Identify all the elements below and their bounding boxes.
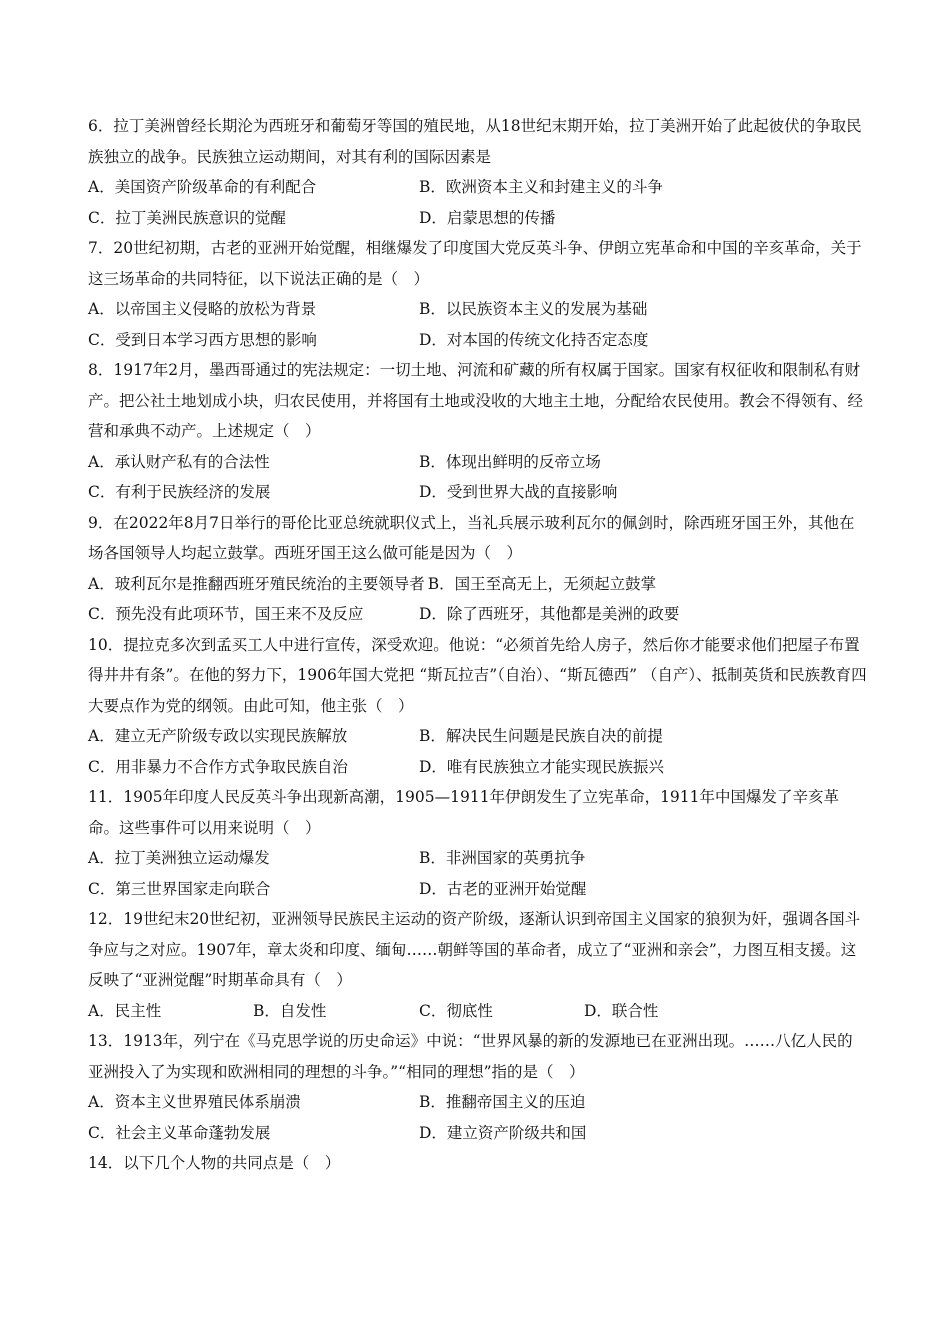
option-row: [88, 203, 868, 234]
option-row: [88, 477, 868, 508]
option-a: A．拉丁美洲独立运动爆发: [88, 849, 270, 867]
option-c: C．受到日本学习西方思想的影响: [88, 330, 317, 349]
option-b: B．推翻帝国主义的压迫: [419, 1093, 586, 1111]
option-row: [88, 996, 868, 1027]
option-b: B．欧洲资本主义和封建主义的斗争: [419, 178, 663, 196]
option-d: D．受到世界大战的直接影响: [419, 483, 618, 501]
option-row: [88, 843, 868, 874]
option-row: [88, 447, 868, 478]
question-stem: 7．20世纪初期，古老的亚洲开始觉醒，相继爆发了印度国大党反英斗争、伊朗立宪革命和中国的辛亥革命，关于这三场革命的共同特征，以下说法正确的是（ ）: [88, 239, 862, 288]
question-list: [88, 111, 868, 1179]
option-c: C．有利于民族经济的发展: [88, 483, 271, 501]
option-a: [88, 569, 656, 600]
option-b: B．非洲国家的英勇抗争: [419, 849, 586, 867]
option-row: [88, 1118, 868, 1149]
question-stem: 10．提拉克多次到孟买工人中进行宣传，深受欢迎。他说：“必须首先给人房子，然后你才能要求他们把屋子布置得井井有条”。在他的努力下，1906年国大党把 “斯瓦拉吉”（自治）、“斯瓦德西” （自产）、抵制英货和民族教育四大要点作为党的纲领。由此可知，他主张（ ）: [88, 635, 867, 715]
question-stem: 9．在2022年8月7日举行的哥伦比亚总统就职仪式上，当礼兵展示玻利瓦尔的佩剑时，除西班牙国王外，其他在场各国领导人均起立鼓掌。西班牙国王这么做可能是因为（ ）: [88, 513, 855, 562]
option-d: D．启蒙思想的传播: [419, 208, 556, 227]
option-row: [88, 294, 868, 325]
option-d: D．唯有民族独立才能实现民族振兴: [419, 757, 664, 776]
question-stem: 13．1913年，列宁在《马克思学说的历史命运》中说：“世界风暴的新的发源地已在亚洲出现。……八亿人民的亚洲投入了为实现和欧洲相同的理想的斗争。”“相同的理想”指的是（ ）: [88, 1032, 853, 1081]
option-d: D．除了西班牙，其他都是美洲的政要: [419, 605, 680, 623]
option-a: A．承认财产私有的合法性: [88, 452, 270, 471]
option-a: A．资本主义世界殖民体系崩溃: [88, 1093, 301, 1111]
question-stem: 6．拉丁美洲曾经长期沦为西班牙和葡萄牙等国的殖民地，从18世纪末期开始，拉丁美洲开始了此起彼伏的争取民族独立的战争。民族独立运动期间，对其有利的国际因素是: [88, 117, 862, 166]
option-d: D．对本国的传统文化持否定态度: [419, 330, 649, 349]
option-b: B．解决民生问题是民族自决的前提: [419, 727, 663, 745]
option-row: [88, 325, 868, 356]
option-row: [88, 172, 868, 203]
question-stem: 12．19世纪末20世纪初，亚洲领导民族民主运动的资产阶级，逐渐认识到帝国主义国家的狼狈为奸，强调各国斗争应与之对应。1907年，章太炎和印度、缅甸……朝鲜等国的革命者，成立了“亚洲和亲会”，力图互相支援。这反映了“亚洲觉醒”时期革命具有（ ）: [88, 910, 861, 989]
question-8: [88, 355, 868, 508]
question-14: [88, 1148, 868, 1179]
option-b: B．国王至高无上，无须起立鼓掌: [427, 574, 657, 593]
option-a-text: A．玻利瓦尔是推翻西班牙殖民统治的主要领导者: [88, 574, 425, 593]
option-b: B．体现出鲜明的反帝立场: [419, 452, 601, 471]
option-row: [88, 874, 868, 905]
option-c: C．彻底性: [419, 1001, 493, 1020]
option-row: [88, 1087, 868, 1118]
question-9: [88, 508, 868, 630]
option-a: A．建立无产阶级专政以实现民族解放: [88, 727, 348, 745]
option-c: C．用非暴力不合作方式争取民族自治: [88, 757, 348, 776]
question-stem: 8．1917年2月，墨西哥通过的宪法规定：一切土地、河流和矿藏的所有权属于国家。国家有权征收和限制私有财产。把公社土地划成小块，归农民使用，并将国有土地或没收的大地主土地，分配给农民使用。教会不得领有、经营和承典不动产。上述规定（ ）: [88, 361, 864, 440]
option-a: A．民主性: [88, 1001, 162, 1020]
question-13: [88, 1026, 868, 1148]
option-row: [88, 721, 868, 752]
option-d: D．联合性: [584, 1001, 659, 1020]
option-b: B．以民族资本主义的发展为基础: [419, 300, 648, 318]
option-a: A．美国资产阶级革命的有利配合: [88, 178, 317, 196]
question-10: [88, 630, 868, 783]
option-c: C．第三世界国家走向联合: [88, 879, 271, 898]
question-12: [88, 904, 868, 1026]
option-row: [88, 569, 868, 600]
option-b: B．自发性: [253, 1001, 327, 1020]
question-11: [88, 782, 868, 904]
option-c: C．拉丁美洲民族意识的觉醒: [88, 208, 286, 227]
option-row: [88, 752, 868, 783]
option-d: D．古老的亚洲开始觉醒: [419, 879, 587, 898]
option-c: C．预先没有此项环节，国王来不及反应: [88, 605, 364, 623]
option-row: [88, 599, 868, 630]
question-stem: 14．以下几个人物的共同点是（ ）: [88, 1154, 341, 1172]
question-stem: 11．1905年印度人民反英斗争出现新高潮，1905—1911年伊朗发生了立宪革命，1911年中国爆发了辛亥革命。这些事件可以用来说明（ ）: [88, 788, 840, 837]
option-a: A．以帝国主义侵略的放松为背景: [88, 300, 317, 318]
question-7: [88, 233, 868, 355]
question-6: [88, 111, 868, 233]
option-d: D．建立资产阶级共和国: [419, 1123, 587, 1142]
option-c: C．社会主义革命蓬勃发展: [88, 1123, 271, 1142]
